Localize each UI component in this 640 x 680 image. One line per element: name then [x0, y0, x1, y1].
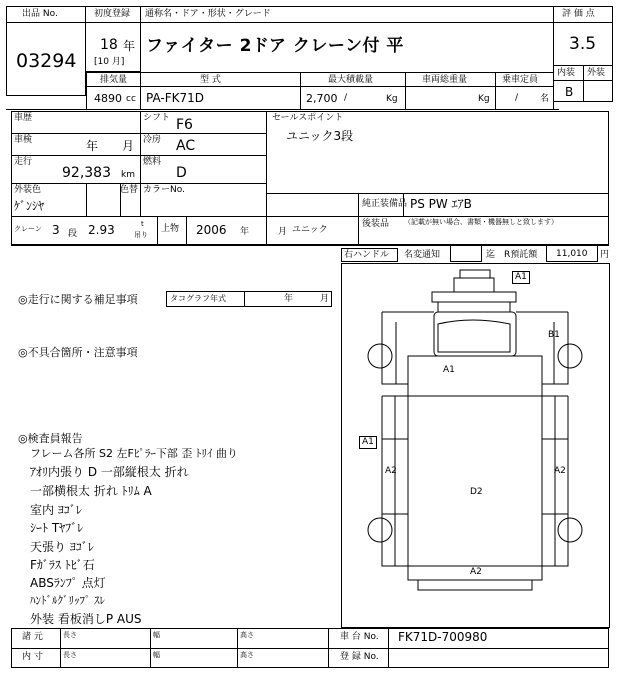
damage-mark-label: B1 — [548, 330, 560, 340]
interior-width-label: 幅 — [153, 651, 160, 659]
damage-mark-label: A2 — [554, 466, 566, 476]
ext-color: ｹﾞﾝｼﾔ — [14, 199, 45, 213]
interior-grade-label: 内装 — [557, 68, 576, 78]
report-line: フレーム各所 S2 左Fﾋﾟﾗｰ下部 歪 ﾄﾘｲ 曲り — [30, 447, 238, 460]
reg-year: 18 — [100, 37, 118, 53]
report-line: ﾊﾝﾄﾞﾙｸﾞﾘｯﾌﾟ ｽﾚ — [30, 594, 105, 607]
shift: F6 — [176, 117, 193, 133]
displacement: 4890 — [94, 92, 122, 105]
shift-label: シフト — [143, 113, 171, 123]
upper-label: 上物 — [161, 224, 180, 234]
ac-label: 冷房 — [143, 135, 162, 145]
damage-mark-label: D2 — [470, 487, 483, 497]
reg-month: [10 月] — [94, 57, 125, 67]
genuine-equip: PS PW ｴｱB — [410, 197, 472, 211]
capacity-slash: / — [515, 93, 519, 103]
fuel: D — [176, 165, 187, 181]
damage-mark-label: A2 — [470, 567, 482, 577]
report-line: 室内 ﾖｺﾞﾚ — [30, 503, 82, 517]
crane-maker: ユニック — [292, 225, 328, 235]
max-load-unit: Kg — [386, 94, 398, 104]
capacity-label: 乗車定員 — [502, 75, 539, 85]
yen-unit: 円 — [600, 250, 610, 260]
interior-length-label: 長さ — [63, 651, 77, 659]
inspector-heading: ◎検査員報告 — [18, 432, 83, 445]
crane-stage-unit: 段 — [68, 229, 78, 239]
grade-label: 評 価 点 — [562, 9, 595, 19]
capacity-unit: 名 — [540, 94, 550, 104]
name-change-box — [450, 245, 482, 262]
displacement-unit: cc — [126, 94, 136, 104]
report-line: Fｶﾞﾗｽ ﾄﾋﾞ石 — [30, 558, 95, 572]
color-no-label: カラーNo. — [143, 185, 185, 195]
report-line: 天張り ﾖｺﾞﾚ — [30, 540, 94, 554]
kuni-label: 迄 — [486, 250, 496, 260]
mileage-unit: km — [121, 170, 135, 180]
ext-color-label: 外装色 — [14, 185, 42, 195]
rhd-label: 右ハンドル — [344, 250, 390, 260]
max-load: 2,700 — [306, 92, 338, 105]
tacho-year-unit: 年 — [284, 294, 294, 304]
damage-mark-label: A1 — [443, 365, 455, 375]
interior-height-label: 高さ — [240, 651, 254, 659]
crane-label: クレーン — [14, 225, 42, 233]
damage-mark-label: A1 — [515, 272, 527, 282]
gross-weight-label: 車両総重量 — [422, 75, 468, 85]
recycle-fee: 11,010 — [556, 249, 588, 259]
genuine-equip-label: 純正装備品 — [362, 199, 408, 209]
registration-no-label: 登 録 No. — [340, 652, 379, 662]
crane-stages: 3 — [52, 223, 60, 237]
mileage-label: 走行 — [14, 157, 33, 167]
crane-year-unit: 年 — [240, 227, 250, 237]
report-line: ｼｰﾄ Tﾔﾌﾞﾚ — [30, 521, 84, 535]
reg-year-unit: 年 — [123, 39, 136, 53]
report-line: 外装 看板消しP AUS — [30, 612, 142, 626]
interior-dims-label: 内 寸 — [22, 652, 43, 662]
color-change-label: 色替 — [120, 185, 139, 195]
chassis-no: FK71D-700980 — [398, 630, 488, 644]
damage-mark-label: A1 — [362, 437, 374, 447]
fuel-label: 燃料 — [143, 157, 162, 167]
gross-weight-unit: Kg — [478, 94, 490, 104]
sales-point-label: セールスポイント — [272, 113, 344, 123]
chassis-no-label: 車 台 No. — [340, 632, 379, 642]
car-name: ファイター 2ドア クレーン付 平 — [146, 36, 404, 56]
report-line: ABSﾗﾝﾌﾟ 点灯 — [30, 576, 106, 590]
model-code-label: 型 式 — [200, 75, 221, 85]
crane-year: 2006 — [196, 223, 227, 237]
running-notes-heading: ◎走行に関する補足事項 — [18, 293, 138, 306]
exterior-grade-label: 外装 — [587, 68, 606, 78]
interior-grade: B — [565, 85, 574, 99]
inspection-month-unit: 月 — [122, 139, 135, 153]
inspection-year-unit: 年 — [86, 139, 99, 153]
defects-heading: ◎不具合箇所・注意事項 — [18, 346, 138, 359]
sales-point: ユニック3段 — [286, 129, 354, 143]
max-load-label: 最大積載量 — [328, 75, 374, 85]
tacho-label: タコグラフ年式 — [170, 294, 226, 303]
name-change-label: 名変通知 — [404, 250, 441, 260]
overall-grade: 3.5 — [569, 34, 597, 54]
report-line: ｱｵﾘ内張り D 一部縦根太 折れ — [30, 465, 189, 479]
mileage: 92,383 — [62, 165, 111, 181]
aftermarket-label: 後装品 — [362, 219, 390, 229]
dims-height-label: 高さ — [240, 631, 254, 639]
dims-length-label: 長さ — [63, 631, 77, 639]
dims-label: 諸 元 — [22, 632, 43, 642]
lot-number-label: 出品 No. — [22, 9, 58, 19]
first-registration-label: 初度登録 — [94, 9, 131, 19]
max-load-slash: / — [344, 93, 348, 103]
inspection-label: 車検 — [14, 135, 33, 145]
air-conditioning: AC — [176, 138, 196, 154]
vehicle-diagram — [341, 263, 610, 628]
model-header-label: 通称名・ドア・形状・グレード — [145, 9, 271, 19]
tacho-month-unit: 月 — [320, 294, 330, 304]
aftermarket-note: （記載が無い場合、書類・機器無しと致します） — [404, 218, 558, 226]
crane-lift-unit: 吊り — [134, 231, 148, 239]
lot-number: 03294 — [16, 50, 77, 72]
crane-ton-unit: t — [141, 220, 144, 228]
report-line: 一部横根太 折れ ﾄﾘﾑ A — [30, 484, 152, 498]
history-label: 車歴 — [14, 113, 33, 123]
damage-mark-label: A2 — [385, 466, 397, 476]
crane-capacity: 2.93 — [88, 223, 115, 237]
recycle-fee-label: R預託額 — [504, 250, 538, 260]
crane-month-unit: 月 — [278, 227, 288, 237]
displacement-label: 排気量 — [100, 75, 128, 85]
dims-width-label: 幅 — [153, 631, 160, 639]
model-code: PA-FK71D — [146, 91, 205, 105]
